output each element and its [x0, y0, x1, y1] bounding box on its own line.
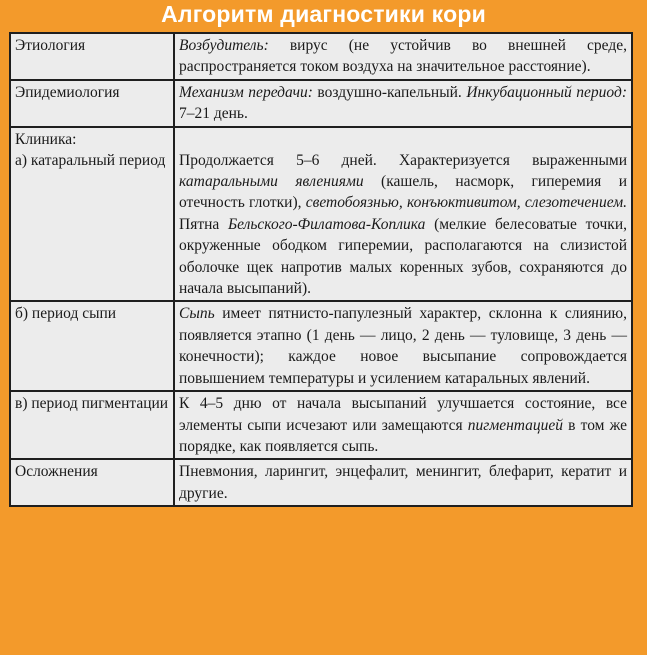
- catarrhal-term-1: катаральными явлениями: [179, 173, 364, 191]
- etiology-text: вирус (не устойчив во внешней среде, распространяется током воздуха на значительное расстояние).: [179, 37, 627, 76]
- catarrhal-text-3: Пятна: [179, 215, 228, 233]
- incubation-term: Инкубационный период:: [466, 83, 627, 101]
- label-complications: Осложнения: [10, 459, 174, 506]
- transmission-term: Механизм передачи:: [179, 83, 313, 101]
- row-etiology: [10, 33, 632, 80]
- catarrhal-term-2: светобоязнью, конъюктивитом, слезотечением.: [305, 194, 627, 212]
- row-complications: [10, 459, 632, 506]
- label-etiology: Этиология: [10, 33, 174, 80]
- pigmentation-text-1: К 4–5 дню от начала высыпаний улучшается состояние, все элементы сыпи исчезают или замещаются: [179, 395, 627, 434]
- transmission-text: воздушно-капельный.: [312, 83, 467, 101]
- rash-text: имеет пятнисто-папулезный характер, склонна к слиянию, появляется этапно (1 день — лицо, 2 день — туловище, 3 день — конечности); каждое новое высыпание сопровождается повышением температуры и усилением катаральных явлений.: [179, 305, 627, 387]
- row-epidemiology: [10, 80, 632, 127]
- pigmentation-text-2: в том же порядке, как появляется сыпь.: [179, 416, 627, 455]
- clinic-spacer: [179, 129, 627, 150]
- value-complications: Пневмония, ларингит, энцефалит, менингит, блефарит, кератит и другие.: [174, 459, 632, 506]
- page-title: Алгоритм диагностики кори: [161, 1, 486, 27]
- value-catarrhal-period: [174, 127, 632, 302]
- clinic-header: Клиника:: [15, 130, 77, 148]
- value-rash-period: [174, 301, 632, 391]
- pigmentation-term: пигментацией: [467, 416, 564, 434]
- label-rash-period: б) период сыпи: [10, 301, 174, 391]
- label-catarrhal-period: а) катаральный период: [15, 152, 166, 170]
- incubation-text: 7–21 день.: [179, 105, 248, 123]
- etiology-agent-term: Возбудитель:: [179, 37, 269, 54]
- value-epidemiology: [174, 80, 632, 127]
- rash-term: Сыпь: [179, 305, 215, 323]
- catarrhal-text-4: (мелкие белесоватые точки, окруженные ободком гиперемии, располагаются на слизистой оболочке щек напротив малых коренных зубов, сохраняются до начала высыпаний).: [179, 215, 627, 298]
- diagnosis-table: [9, 32, 633, 507]
- row-clinic: [10, 127, 632, 302]
- label-pigmentation-period: в) период пигментации: [10, 391, 174, 459]
- row-pigmentation-period: [10, 391, 632, 459]
- label-epidemiology: Эпидемиология: [10, 80, 174, 127]
- label-clinic: [10, 127, 174, 302]
- koplik-spots-term: Бельского-Филатова-Коплика: [227, 215, 426, 233]
- catarrhal-text-1: Продолжается 5–6 дней. Характеризуется выраженными: [179, 151, 627, 169]
- catarrhal-text-2: (кашель, насморк, гиперемия и отечность глотки),: [179, 173, 627, 212]
- value-etiology: [174, 33, 632, 80]
- row-rash-period: [10, 301, 632, 391]
- value-pigmentation-period: [174, 391, 632, 459]
